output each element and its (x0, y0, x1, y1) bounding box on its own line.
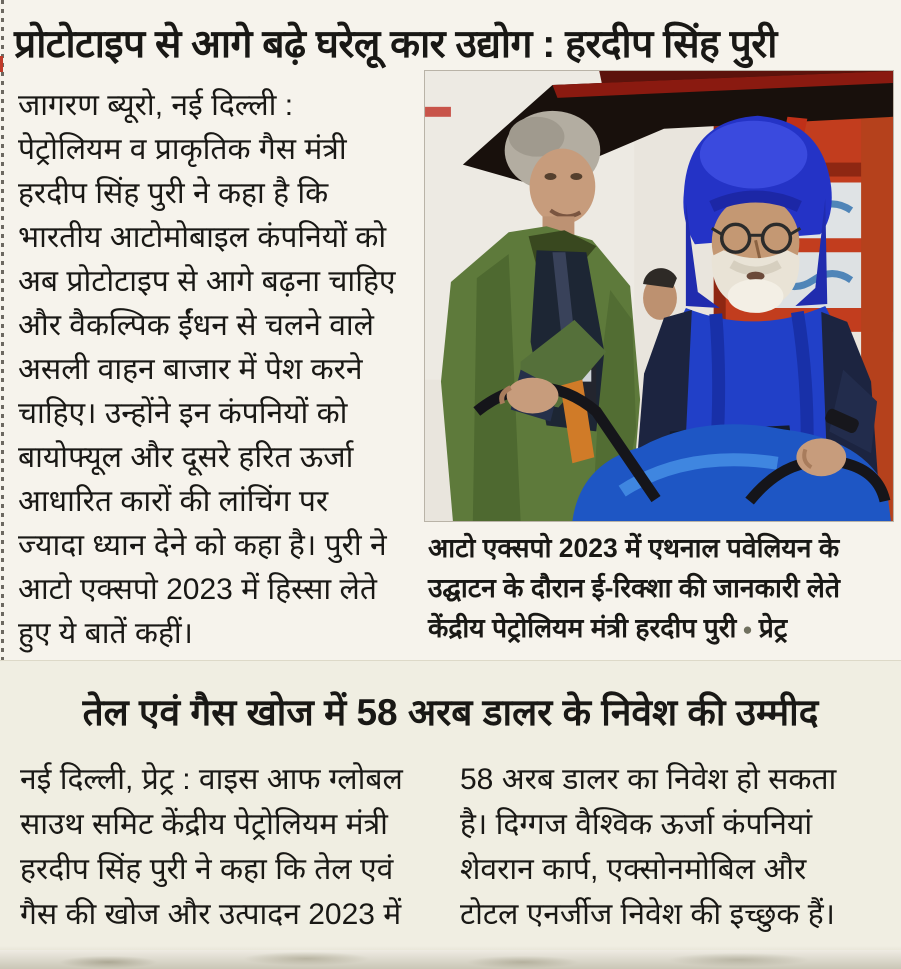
article1-body-line: बायोफ्यूल और दूसरे हरित ऊर्जा (18, 441, 354, 474)
article1-body-line: अब प्रोटोटाइप से आगे बढ़ना चाहिए (18, 265, 396, 298)
article2-col2-line: 58 अरब डालर का निवेश हो सकता (460, 763, 837, 796)
news-photo (424, 70, 894, 522)
caption-line: आटो एक्सपो 2023 में एथनाल पवेलियन के (428, 533, 840, 563)
caption-line-text: केंद्रीय पेट्रोलियम मंत्री हरदीप पुरी (428, 613, 737, 643)
article1-body-line: हरदीप सिंह पुरी ने कहा है कि (18, 177, 329, 210)
article2-col2-line: शेवरान कार्प, एक्सोनमोबिल और (460, 853, 807, 886)
article2-col1-line: नई दिल्ली, प्रेट्र : वाइस आफ ग्लोबल (20, 763, 403, 796)
article1-body-line: और वैकल्पिक ईंधन से चलने वाले (18, 309, 375, 342)
article1-body-line: भारतीय आटोमोबाइल कंपनियों को (18, 221, 387, 254)
article1-body-line: जागरण ब्यूरो, नई दिल्ली : (18, 89, 294, 122)
caption-line: उद्घाटन के दौरान ई-रिक्शा की जानकारी लेते (428, 573, 840, 603)
article1-body (18, 84, 428, 656)
article1-body-line: आटो एक्सपो 2023 में हिस्सा लेते (18, 573, 377, 606)
article1-body-line: पेट्रोलियम व प्राकृतिक गैस मंत्री (18, 133, 347, 166)
article2-col1 (20, 757, 452, 937)
photo-credit: प्रेट्र (758, 613, 788, 643)
photo-caption (428, 528, 898, 650)
article2-col1-line: हरदीप सिंह पुरी ने कहा कि तेल एवं (20, 853, 394, 886)
article2-col2-line: टोटल एनर्जीज निवेश की इच्छुक हैं। (460, 898, 836, 931)
credit-dot-icon: ● (742, 620, 753, 639)
article2-headline: तेल एवं गैस खोज में 58 अरब डालर के निवेश की उम्मीद (82, 692, 819, 733)
article1-body-line: चाहिए। उन्होंने इन कंपनियों को (18, 397, 348, 430)
article1-headline: प्रोटोटाइप से आगे बढ़े घरेलू कार उद्योग : हरदीप सिंह पुरी (14, 23, 777, 66)
article1-body-line: आधारित कारों की लांचिंग पर (18, 485, 329, 518)
article2-col1-line: गैस की खोज और उत्पादन 2023 में (20, 898, 402, 931)
article2-section (0, 660, 901, 950)
article1-body-line: असली वाहन बाजार में पेश करने (18, 353, 363, 386)
article1-body-line: ज्यादा ध्यान देने को कहा है। पुरी ने (18, 529, 387, 562)
article2-col1-line: साउथ समिट केंद्रीय पेट्रोलियम मंत्री (20, 808, 388, 841)
caption-line (428, 608, 898, 650)
photo-illustration (425, 71, 893, 521)
scan-bottom-noise (0, 946, 901, 969)
article2-col2 (460, 757, 898, 937)
scan-red-mark (0, 56, 3, 72)
article1-body-line: हुए ये बातें कहीं। (18, 617, 194, 650)
article2-col2-line: है। दिग्गज वैश्विक ऊर्जा कंपनियां (460, 808, 813, 841)
